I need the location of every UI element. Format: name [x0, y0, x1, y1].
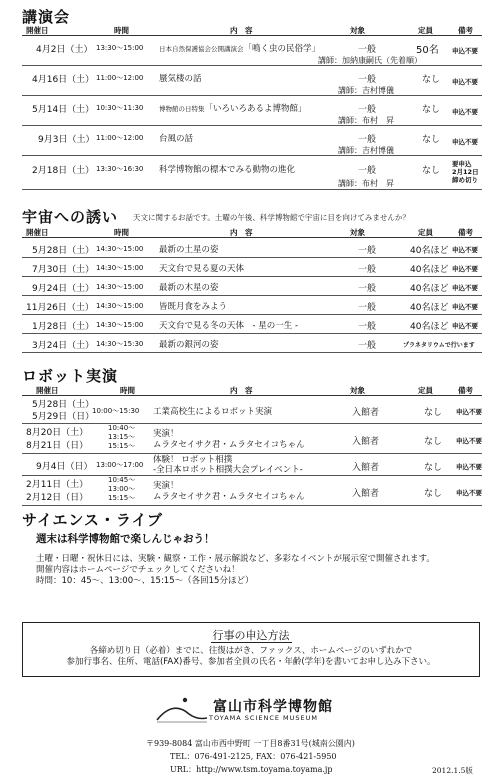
museum-logo-mark-icon — [155, 694, 209, 724]
lecture-date: 5月14日（土） — [32, 105, 95, 115]
robot-content: 工業高校生によるロボット実演 — [153, 407, 273, 417]
space-capacity: 40名ほど — [410, 322, 449, 332]
robot-capacity: なし — [424, 437, 443, 447]
robot-target: 入館者 — [352, 463, 380, 473]
space-time: 14:30～15:00 — [96, 302, 144, 310]
lecture-date: 4月16日（土） — [32, 75, 95, 85]
lecture-target: 一般 — [358, 135, 377, 145]
robot-note: 申込不要 — [456, 489, 482, 497]
space-note-cell: 申込不要 — [452, 303, 478, 311]
robot-capacity: なし — [424, 489, 443, 499]
header-target: 対象 — [350, 386, 365, 395]
lecture-content: 日本自然保護協会公開講演会「鳴く虫の民俗学」 — [159, 44, 321, 54]
lecture-content: 蜃気楼の話 — [159, 74, 202, 84]
lecture-lecturer: 講師：加納康嗣氏（先着順） — [318, 56, 422, 65]
museum-logo — [155, 694, 355, 728]
header-time: 時間 — [114, 228, 129, 237]
museum-name-en: TOYAMA SCIENCE MUSEUM — [209, 714, 318, 722]
lecture-row-1 — [22, 38, 482, 66]
header-note: 備考 — [458, 228, 473, 237]
lecture-target: 一般 — [358, 166, 377, 176]
lecture-capacity: なし — [422, 166, 441, 176]
space-target: 一般 — [358, 322, 377, 332]
header-date: 開催日 — [26, 26, 49, 35]
science-live-line-2: 開催内容はホームページでチェックしてくださいね！ — [36, 565, 240, 575]
lecture-time: 11:00～12:00 — [96, 134, 144, 142]
footer-address: 〒939-8084 富山市西中野町 一丁目8番31号(城南公園内) — [146, 739, 355, 748]
space-content: 天文台で見る冬の天体 - 星の一生 - — [159, 321, 299, 331]
lecture-date: 2月18日（土） — [32, 166, 95, 176]
lecture-note: 申込不要 — [452, 138, 478, 146]
lecture-note: 申込不要 — [452, 108, 478, 116]
header-target: 対象 — [350, 228, 365, 237]
robot-row-1 — [22, 397, 482, 424]
lecture-time: 13:30～16:30 — [96, 165, 144, 173]
lecture-target: 一般 — [358, 105, 377, 115]
footer-version: 2012.1.5版 — [432, 766, 473, 775]
robot-target: 入館者 — [352, 489, 380, 499]
lecture-capacity: 50名 — [416, 45, 439, 56]
space-date: 3月24日（土） — [32, 341, 95, 351]
lecture-time: 10:30～11:30 — [96, 104, 144, 112]
science-live-subheading: 週末は科学博物館で楽しんじゃおう！ — [36, 533, 215, 545]
lecture-lecturer: 講師：布村 昇 — [338, 179, 394, 188]
lectures-header-row — [22, 24, 482, 36]
space-target: 一般 — [358, 246, 377, 256]
lecture-note: 申込不要 — [452, 47, 478, 55]
robot-times: 10:40～ 13:15～ 15:15～ — [108, 424, 136, 450]
robot-content: 実演！ ムラタセイサク君・ムラタセイコちゃん — [153, 429, 305, 450]
lecture-note: 要申込 2月12日 締め切り — [452, 160, 479, 184]
museum-name: 富山市科学博物館 — [213, 699, 333, 715]
lecture-time: 13:30～15:00 — [96, 44, 144, 52]
lecture-row-2 — [22, 68, 482, 96]
space-row-2 — [22, 258, 482, 277]
space-date: 11月26日（土） — [26, 303, 94, 313]
application-box — [22, 622, 480, 677]
robot-dates: 8月20日（土） 8月21日（日） — [26, 428, 89, 451]
header-target: 対象 — [350, 26, 365, 35]
space-target: 一般 — [358, 303, 377, 313]
header-note: 備考 — [458, 386, 473, 395]
space-note-cell: プラネタリウムで行います — [403, 342, 475, 349]
space-target: 一般 — [358, 284, 377, 294]
space-content: 最新の木星の姿 — [159, 283, 219, 293]
application-text: 各締め切り日（必着）までに、往復はがき、ファックス、ホームページのいずれかで 参加行事名、住所、電話(FAX)番号、参加者全員の氏名・年齢(学年)を書いてお申し込み下さい。 — [66, 646, 436, 667]
lecture-note: 申込不要 — [452, 78, 478, 86]
header-time: 時間 — [114, 26, 129, 35]
space-row-4 — [22, 296, 482, 315]
space-time: 14:30～15:30 — [96, 340, 144, 348]
space-capacity: 40名ほど — [410, 284, 449, 294]
space-content: 天文台で見る夏の天体 — [159, 264, 245, 274]
space-date: 9月24日（土） — [32, 284, 95, 294]
lecture-date: 9月3日（土） — [38, 135, 95, 145]
footer-url[interactable]: URL：http://www.tsm.toyama.toyama.jp — [170, 765, 333, 774]
space-title: 宇宙への誘い — [22, 208, 119, 226]
robot-time: 13:00～17:00 — [96, 461, 144, 469]
robot-note: 申込不要 — [456, 463, 482, 471]
lecture-content: 科学博物館の標本でみる動物の進化 — [159, 165, 296, 175]
robot-row-4 — [22, 476, 482, 506]
space-content: 最新の土星の姿 — [159, 245, 219, 255]
space-date: 1月28日（土） — [32, 322, 95, 332]
robot-times: 10:45～ 13:00～ 15:15～ — [108, 476, 136, 502]
space-time: 14:30～15:00 — [96, 245, 144, 253]
header-capacity: 定員 — [418, 228, 433, 237]
space-capacity: 40名ほど — [410, 246, 449, 256]
footer-tel: TEL：076-491-2125, FAX：076-421-5950 — [170, 752, 337, 761]
robot-time: 10:00～15:30 — [92, 407, 140, 415]
science-live-line-1: 土曜・日曜・祝休日には、実験・観察・工作・展示解説など、多彩なイベントが展示室で開催されます。 — [36, 554, 435, 564]
robot-note: 申込不要 — [456, 437, 482, 445]
lecture-lecturer: 講師：布村 昇 — [338, 116, 394, 125]
robot-target: 入館者 — [352, 437, 380, 447]
lecture-row-3 — [22, 98, 482, 126]
lecture-capacity: なし — [422, 135, 441, 145]
lectures-title: 講演会 — [22, 8, 71, 26]
space-content: 最新の銀河の姿 — [159, 340, 219, 350]
lecture-target: 一般 — [358, 45, 377, 55]
header-capacity: 定員 — [418, 26, 433, 35]
space-header-row — [22, 226, 482, 238]
header-capacity: 定員 — [418, 386, 433, 395]
lecture-capacity: なし — [422, 105, 441, 115]
space-target: 一般 — [358, 265, 377, 275]
robot-row-3 — [22, 454, 482, 476]
lecture-lecturer: 講師：吉村博儀 — [338, 146, 394, 155]
space-row-1 — [22, 239, 482, 258]
robot-capacity: なし — [424, 463, 443, 473]
header-content: 内 容 — [230, 26, 253, 35]
header-date: 開催日 — [26, 228, 49, 237]
lecture-target: 一般 — [358, 75, 377, 85]
lecture-content: 博物館の日特集「いろいろあるよ博物館」 — [159, 104, 307, 114]
space-capacity: 40名ほど — [410, 303, 449, 313]
robot-content: 体験！ ロボット相撲 -全日本ロボット相撲大会プレイベント- — [153, 455, 303, 475]
space-row-5 — [22, 315, 482, 334]
lecture-lecturer: 講師：吉村博儀 — [338, 86, 394, 95]
space-date: 7月30日（土） — [32, 265, 95, 275]
space-target: 一般 — [358, 341, 377, 351]
header-content: 内 容 — [230, 228, 253, 237]
application-title: 行事の申込方法 — [212, 629, 290, 642]
robot-dates: 2月11日（土） 2月12日（日） — [26, 480, 89, 503]
header-date: 開催日 — [36, 386, 59, 395]
space-capacity: 40名ほど — [410, 265, 449, 275]
header-content: 内 容 — [230, 386, 253, 395]
robot-row-2 — [22, 424, 482, 454]
lecture-capacity: なし — [422, 75, 441, 85]
robot-target: 入館者 — [352, 408, 380, 418]
space-note-cell: 申込不要 — [452, 322, 478, 330]
lecture-content: 台風の話 — [159, 134, 194, 144]
space-row-3 — [22, 277, 482, 296]
space-content: 皆既月食をみよう — [159, 302, 228, 312]
space-time: 14:30～15:00 — [96, 283, 144, 291]
space-note: 天文に関するお話です。土曜の午後、科学博物館で宇宙に目を向けてみませんか？ — [133, 213, 410, 222]
space-time: 14:30～15:00 — [96, 264, 144, 272]
space-note-cell: 申込不要 — [452, 284, 478, 292]
header-time: 時間 — [120, 386, 135, 395]
robot-capacity: なし — [424, 408, 443, 418]
robot-date: 9月4日（日） — [36, 462, 93, 472]
science-live-line-3: 時間：10：45～、13:00～、15:15～（各回15分ほど） — [36, 576, 254, 586]
space-row-6 — [22, 334, 482, 353]
robot-title: ロボット実演 — [22, 367, 119, 385]
space-date: 5月28日（土） — [32, 246, 95, 256]
space-note-cell: 申込不要 — [452, 265, 478, 273]
robot-dates: 5月28日（土） 5月29日（日） — [32, 400, 95, 422]
space-note-cell: 申込不要 — [452, 246, 478, 254]
lecture-row-5 — [22, 158, 482, 190]
robot-header-row — [22, 384, 482, 396]
lecture-date: 4月2日（土） — [36, 45, 93, 55]
lecture-row-4 — [22, 128, 482, 156]
space-time: 14:30～15:00 — [96, 321, 144, 329]
lecture-time: 11:00～12:00 — [96, 74, 144, 82]
science-live-title: サイエンス・ライブ — [22, 511, 164, 529]
robot-content: 実演！ ムラタセイサク君・ムラタセイコちゃん — [153, 481, 305, 502]
robot-note: 申込不要 — [456, 408, 482, 416]
header-note: 備考 — [458, 26, 473, 35]
